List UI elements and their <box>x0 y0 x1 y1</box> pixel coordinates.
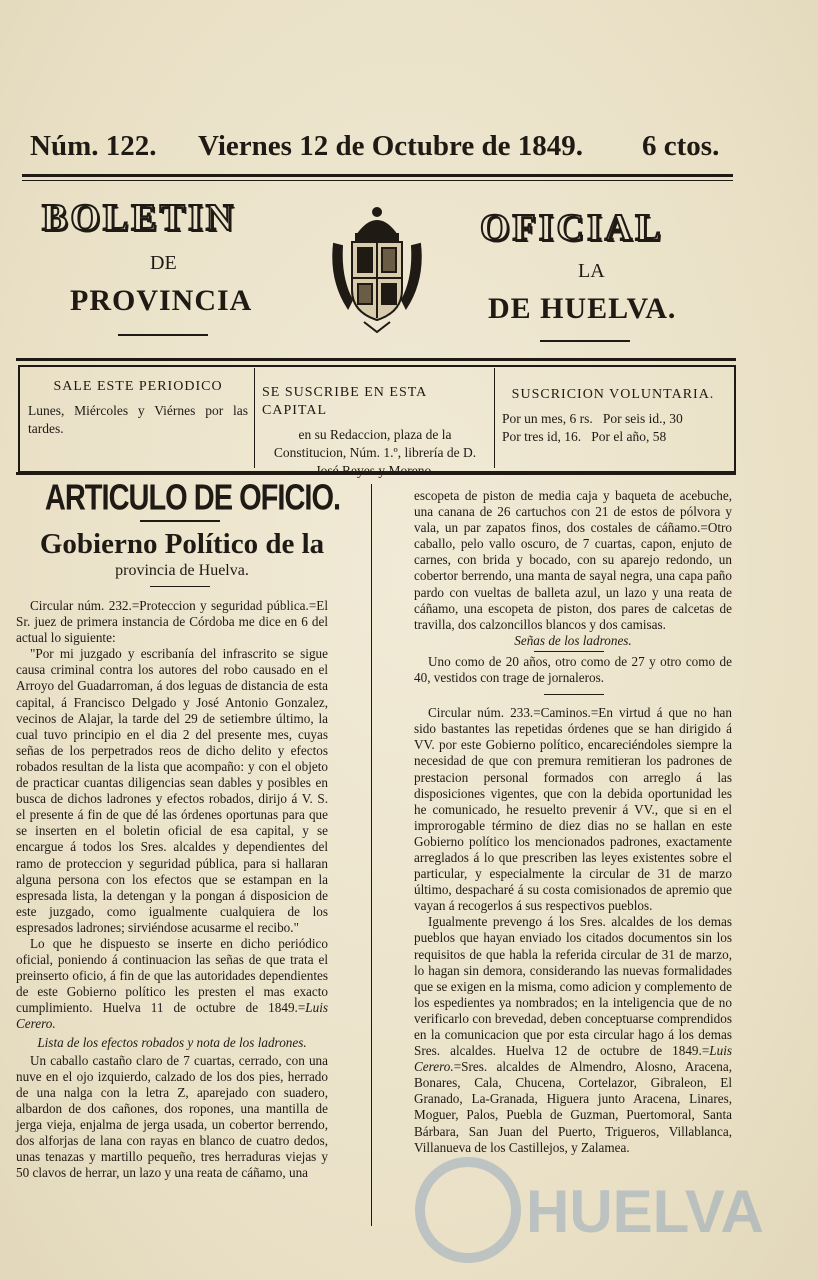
schedule-heading: SALE ESTE PERIODICO <box>53 379 223 394</box>
column-divider <box>371 484 372 1226</box>
title-huelva: DE HUELVA. <box>488 292 677 325</box>
signature-cerero-2: Luis Cerero. <box>414 1043 732 1075</box>
alcaldes-list: =Sres. alcaldes de Almendro, Alosno, Aracena, Bonares, Cala, Chucena, Cortelazor, Gibraleon, El Granado, La-Granada, Higuera junto Aracena, Linares, Moguer, Palos, Puebla de Guzman, Puertomoral, Santa Bárbara, San Juan del Puerto, Trigueros, Villablanca, Villanueva de los Castillejos, y Zalamea. <box>414 1059 732 1155</box>
issue-date: Viernes 12 de Octubre de 1849. <box>198 130 584 162</box>
info-top-rule <box>16 358 736 361</box>
judge-letter: "Por mi juzgado y escribanía del infrascrito se sigue causa criminal contra los autores del robo causado en el Arroyo del Guadarroman, á dos leguas de distancia de esta capital, á Francisco Delgado y José Antonio Gonzalez, vecinos de Alajar, la tarde del 29 de setiembre último, la cual tuvo principio en el dia 2 del presente mes, cuyas señas de los perpetrados reos de dicho delito y efectos robados resultan de la lista que acompaño: y con el objeto de practicar cuantas diligencias sean dables y posibles en busca de dichos ladrones y efectos robados, dirijo á V. S. el presente á fin de que dé las órdenes oportunas para que se inserten en el boletin oficial de esa capital, y se encargue á todos los Sres. alcaldes y dependientes del ramo de proteccion y seguridad pública, para si hallaran alguna persona con los efectos que se estampan en la espresada lista, la detengan y la pongan á disposicion de este juzgado, como igualmente cualquiera de los espresados ladrones; sirviéndose acusarme el recibo." <box>16 646 328 935</box>
thieves-description: Uno como de 20 años, otro como de 27 y otro como de 40, vestidos con trage de jornaleros. <box>414 653 732 686</box>
coat-of-arms-icon <box>328 204 426 336</box>
stolen-items-list: Un caballo castaño claro de 7 cuartas, cerrado, con una nuve en el ojo izquierdo, calzado de los dos pies, herrado de una nalga con la letra Z, aparejado con suadero, albardon de dos cañones, dos ropones, una mantilla de jerga vieja, enjalma de jerga usada, un cobertor berrendo, dos alforjas de lana con rayas en blanco de cuatro dedos, unas tenazas y martillo pequeño, tres herraduras viejas y 50 clavos de herrar, un lazo y una reata de cáñamo, una <box>16 1052 328 1181</box>
prices-heading: SUSCRICION VOLUNTARIA. <box>511 387 715 402</box>
subscribe-text: en su Redaccion, plaza de la Constitucion, Núm. 1.º, librería de D. José Reyes y Moreno. <box>273 427 477 478</box>
huelva-watermark <box>408 1140 764 1270</box>
circular-233: Circular núm. 233.=Caminos.=En virtud á que no han sido bastantes las repetidas órdenes que se han dirigido á VV. por este Gobierno político, encareciéndoles siempre la necesidad de que con premura remitieran los padrones de prestacion personal formados con arreglo á las disposiciones vigentes, que con la debida oportunidad les he comunicado, he resuelto prevenir á VV., que si en el improrogable término de diez dias no se hallan en este Gobierno político los mencionados padrones, exactamente arreglados á lo que prescriben las leyes existentes sobre el particular, y especialmente la circular de 31 de marzo último, despacharé á su costa comisionados de apremio que vayan á recogerlos á sus respectivos pueblos. <box>414 705 732 914</box>
thieves-heading-rule <box>534 651 604 652</box>
stolen-items-continued: escopeta de piston de media caja y baqueta de acebuche, una canana de 26 cartuchos con 21 de estos de pólvora y vala, un par zapatos finos, dos costales de cáñamo.=Otro caballo, pelo vallo oscuro, de 7 cuartas, capon, enjuto de carnes, con brida y bocado, con su aparejo redondo, un cobertor berrendo, una manta de sayal negra, una capa paño pardo con vueltas de balleta azul, un lazo y una reata de cáñamo, una escopeta de piston, dos pares de calcetas de travilla, dos calzoncillos blancos y dos camisas. <box>414 488 732 632</box>
title-de: DE <box>150 252 177 274</box>
masthead-rule <box>22 174 733 177</box>
issue-price: 6 ctos. <box>642 130 720 162</box>
section-rule <box>150 586 210 587</box>
info-divider-2 <box>494 368 495 468</box>
thieves-heading: Señas de los ladrones. <box>514 632 632 648</box>
title-la: LA <box>578 260 605 282</box>
prices-line-2: Por tres id, 16. Por el año, 58 <box>502 429 667 444</box>
title-underline-right <box>540 340 630 342</box>
masthead <box>30 130 735 166</box>
schedule-text: Lunes, Miércoles y Viérnes por las tardes. <box>28 403 248 436</box>
title-underline-left <box>118 334 208 336</box>
circular-233-alcaldes <box>414 914 732 1155</box>
title-boletin: BOLETIN <box>42 197 237 239</box>
article-separator <box>544 694 604 695</box>
article-title: ARTICULO DE OFICIO. <box>44 478 341 518</box>
signature-cerero-1: Luis Cerero. <box>16 1000 328 1032</box>
governor-order-text: Lo que he dispuesto se inserte en dicho periódico oficial, poniendo á continuacion las señas de que trata el preinserto oficio, á fin de que las autoridades dependientes de este Gobierno político les presten el mas exacto cumplimiento. Huelva 11 de octubre de 1849.= <box>16 935 328 1016</box>
issue-number: Núm. 122. <box>30 130 157 162</box>
section-title: Gobierno Político de la <box>39 528 325 560</box>
title-provincia: PROVINCIA <box>70 284 253 317</box>
watermark-text: HUELVA <box>526 1178 764 1245</box>
subscribe-heading: SE SUSCRIBE EN ESTA CAPITAL <box>262 385 427 418</box>
title-oficial: OFICIAL <box>480 207 664 249</box>
info-col-schedule <box>28 378 248 438</box>
circular-233-alcaldes-text: Igualmente prevengo á los Sres. alcaldes de los demas pueblos que hayan enviado los citados documentos sin los requisitos de que habla la referida circular de 31 de marzo, lo hagan sin demora, considerando las nuevas formalidades que se exigen en la misma, como adicion y complemento de los espedientes ya nombrados; en la inteligencia que de no verificarlo con brevedad, deben conceptuarse comprendidos en la comunicacion que por esta circular hago á los demas Sres. alcaldes. Huelva 12 de octubre de 1849.= <box>414 914 732 1059</box>
section-subtitle: provincia de Huelva. <box>115 562 249 579</box>
info-col-prices <box>502 386 724 446</box>
article-title-ornament <box>140 520 220 522</box>
governor-order <box>16 936 328 1033</box>
info-divider-1 <box>254 368 255 468</box>
circular-232-intro: Circular núm. 232.=Proteccion y seguridad pública.=El Sr. juez de primera instancia de Córdoba me dice en 6 del actual lo siguiente: <box>16 598 328 646</box>
masthead-rule-thin <box>22 180 733 181</box>
stolen-items-heading: Lista de los efectos robados y nota de los ladrones. <box>37 1034 307 1050</box>
prices-line-1: Por un mes, 6 rs. Por seis id., 30 <box>502 411 683 426</box>
right-column <box>414 488 732 1156</box>
info-col-subscribe <box>262 384 488 480</box>
left-column <box>16 598 328 1181</box>
